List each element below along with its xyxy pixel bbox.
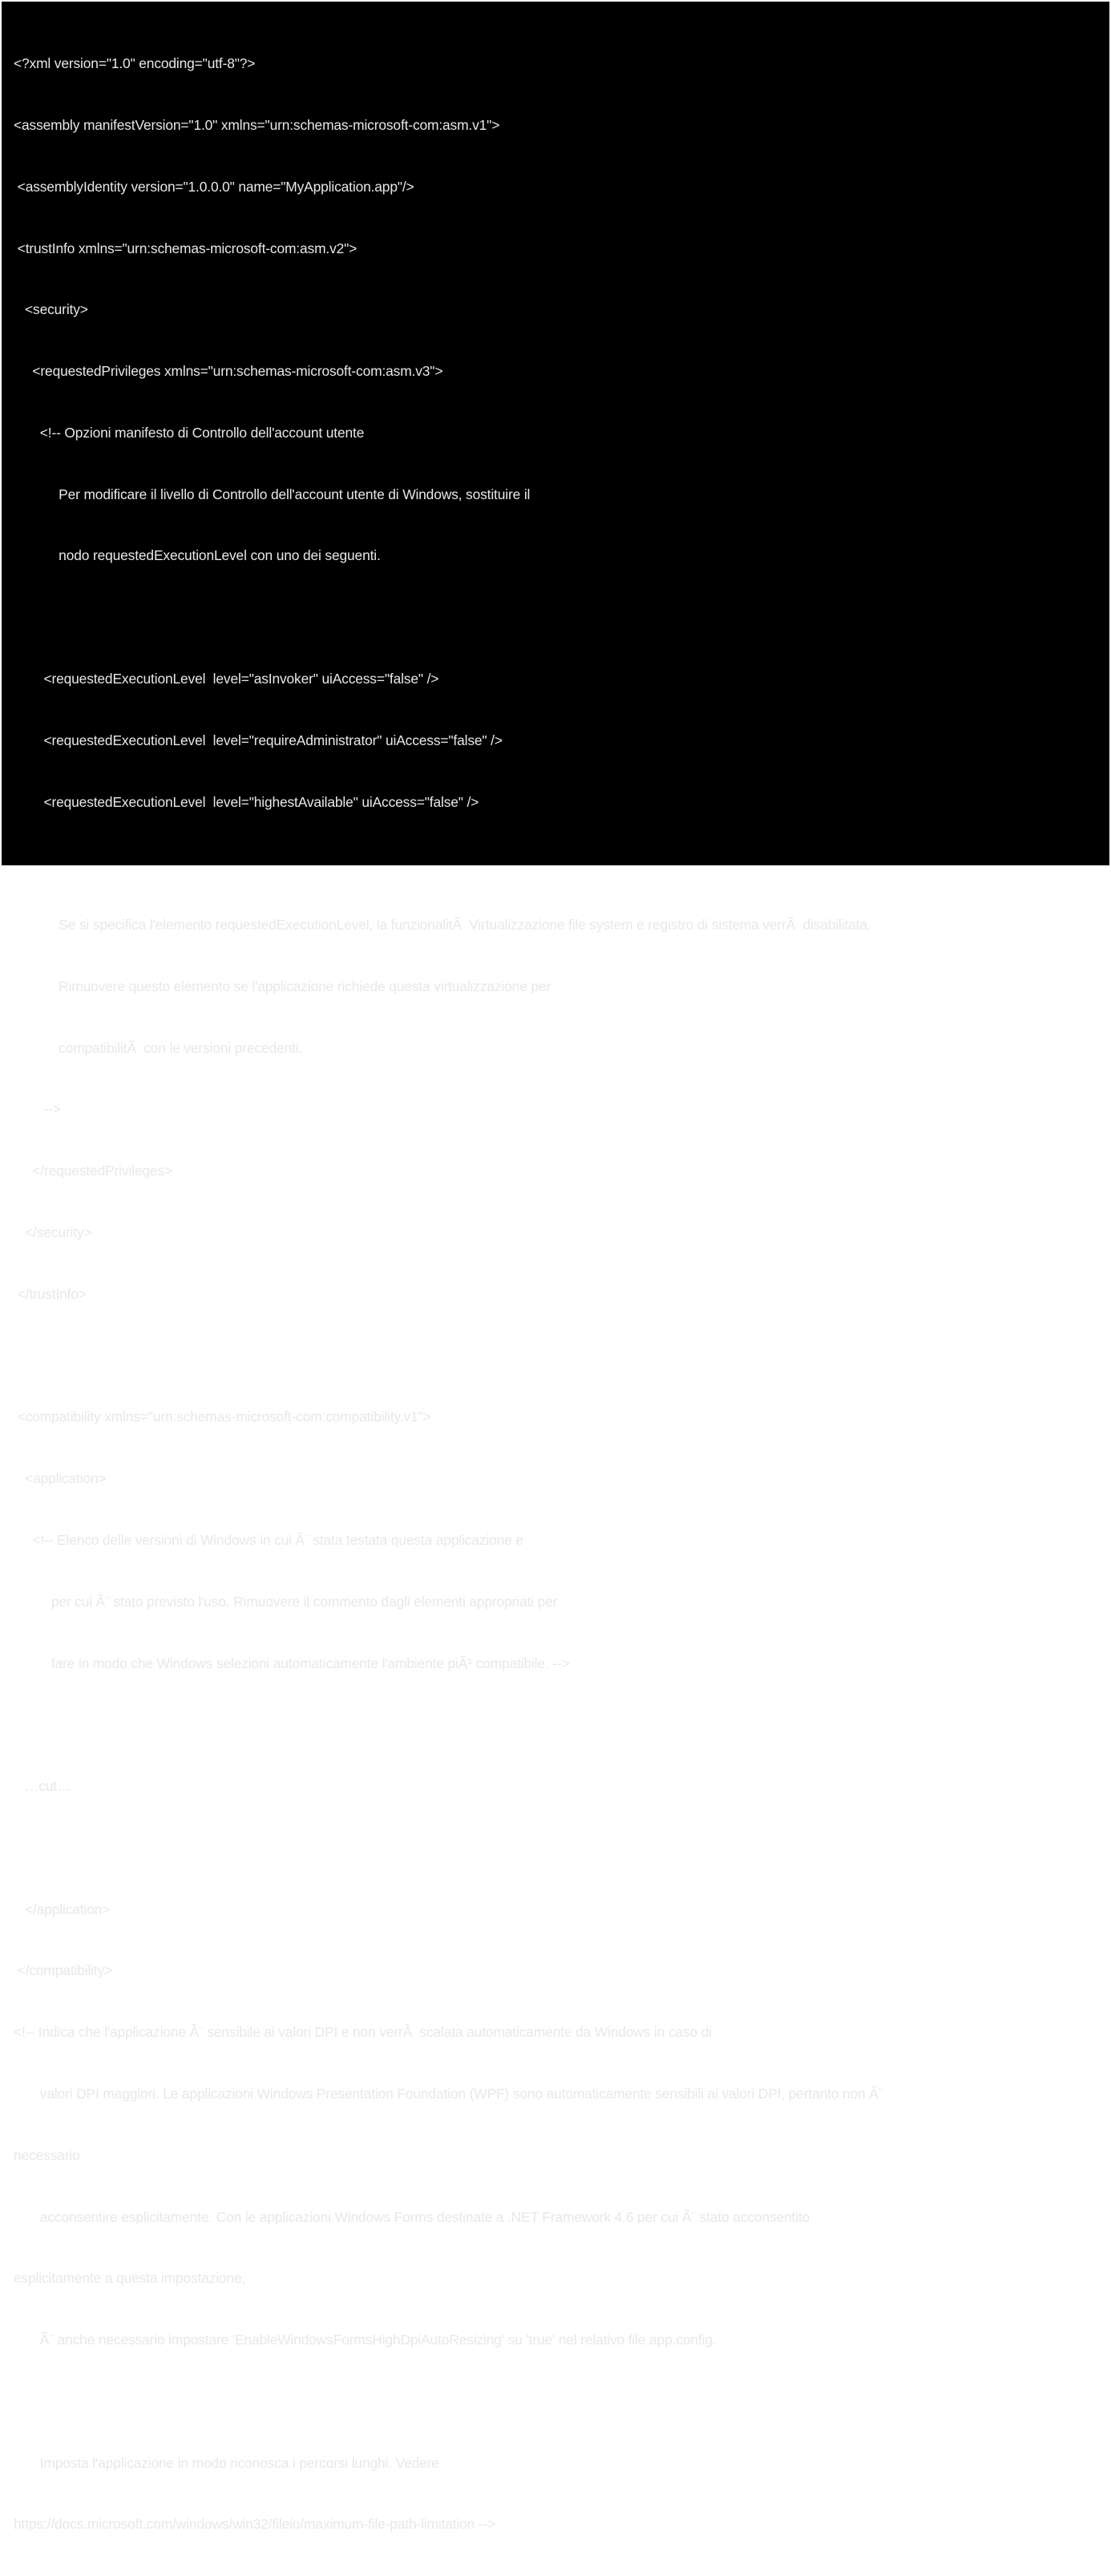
code-line-blank [2, 1346, 1109, 1367]
code-line-dpi-comment: Ã¨ anche necessario impostare 'EnableWindowsFormsHighDpiAutoResizing' su 'true' nel relativo file app.config. [14, 2332, 717, 2348]
code-line-compatibility-open: <compatibility xmlns="urn:schemas-microsoft-com:compatibility.v1"> [14, 1409, 431, 1425]
code-line-blank [2, 1838, 1109, 1859]
code-line-long-path-comment: Imposta l'applicazione in modo riconosca i percorsi lunghi. Vedere [14, 2454, 439, 2471]
code-line-application-open: <application> [14, 1470, 107, 1487]
code-line-cut-marker: …cut… [14, 1778, 71, 1795]
code-line-blank [2, 607, 1109, 628]
code-line-windows-versions-comment: per cui Ã¨ stato previsto l'uso. Rimuovere il commento dagli elementi appropriati per [14, 1593, 558, 1610]
code-line-dpi-comment: acconsentire esplicitamente. Con le applicazioni Windows Forms destinate a .NET Framework 4.6 per cui Ã¨ stato acconsentito [14, 2208, 810, 2225]
code-line-compatibility-close: </compatibility> [14, 1962, 113, 1979]
code-line-uac-comment-start: <!-- Opzioni manifesto di Controllo dell'account utente [14, 424, 365, 441]
code-line-virtualization-comment: Rimuovere questo elemento se l'applicazione richiede questa virtualizzazione per [14, 978, 551, 994]
code-line-security-close: </security> [14, 1224, 92, 1241]
document-viewer [2, 2, 1109, 2533]
code-line-dpi-comment: esplicitamente a questa impostazione, [14, 2270, 246, 2287]
code-line-assembly-identity: <assemblyIdentity version="1.0.0.0" name="MyApplication.app"/> [14, 178, 414, 195]
code-line-trustinfo-open: <trustInfo xmlns="urn:schemas-microsoft-com:asm.v2"> [14, 240, 358, 256]
code-line-execution-level-highest: <requestedExecutionLevel level="highestAvailable" uiAccess="false" /> [14, 793, 479, 810]
code-line-dpi-comment: <!-- Indica che l'applicazione Ã¨ sensibile ai valori DPI e non verrÃ scalata automaticamente da Windows in caso di [14, 2024, 712, 2041]
code-line-windows-versions-comment: fare in modo che Windows selezioni automaticamente l'ambiente piÃ¹ compatibile. --> [14, 1655, 570, 1671]
code-line-comment-end: --> [14, 1101, 61, 1118]
xml-manifest-code [2, 13, 1109, 2576]
code-line-blank [2, 853, 1109, 874]
code-line-dpi-comment: valori DPI maggiori. Le applicazioni Windows Presentation Foundation (WPF) sono automaticamente sensibili ai valori DPI, pertanto non Ã¨ [14, 2085, 883, 2102]
code-line-trustinfo-close: </trustInfo> [14, 1285, 87, 1302]
code-line-application-close: </application> [14, 1901, 111, 1917]
code-line-uac-comment: nodo requestedExecutionLevel con uno dei seguenti. [14, 547, 381, 564]
code-line-virtualization-comment: Se si specifica l'elemento requestedExecutionLevel, la funzionalitÃ Virtualizzazione file system e registro di sistema verrÃ disabilitata. [14, 917, 871, 933]
code-line-requested-privileges-open: <requestedPrivileges xmlns="urn:schemas-microsoft-com:asm.v3"> [14, 363, 443, 380]
code-line-security-open: <security> [14, 301, 88, 318]
code-line-uac-comment: Per modificare il livello di Controllo dell'account utente di Windows, sostituire il [14, 486, 531, 502]
code-line-assembly-open: <assembly manifestVersion="1.0" xmlns="urn:schemas-microsoft-com:asm.v1"> [14, 116, 500, 133]
code-line-blank [2, 2392, 1109, 2413]
code-line-virtualization-comment: compatibilitÃ con le versioni precedenti. [14, 1039, 303, 1056]
code-line-requested-privileges-close: </requestedPrivileges> [14, 1163, 172, 1179]
code-line-xml-declaration: <?xml version="1.0" encoding="utf-8"?> [14, 55, 256, 72]
code-line-execution-level-asinvoker: <requestedExecutionLevel level="asInvoker" uiAccess="false" /> [14, 671, 439, 687]
code-line-blank [2, 1715, 1109, 1735]
code-line-dpi-comment: necessario [14, 2147, 80, 2163]
code-line-execution-level-requireadmin: <requestedExecutionLevel level="requireAdministrator" uiAccess="false" /> [14, 732, 503, 748]
code-line-windows-versions-comment: <!-- Elenco delle versioni di Windows in cui Ã¨ stata testata questa applicazione e [14, 1531, 523, 1548]
code-line-long-path-url: https://docs.microsoft.com/windows/win32/fileio/maximum-file-path-limitation --> [14, 2516, 496, 2533]
